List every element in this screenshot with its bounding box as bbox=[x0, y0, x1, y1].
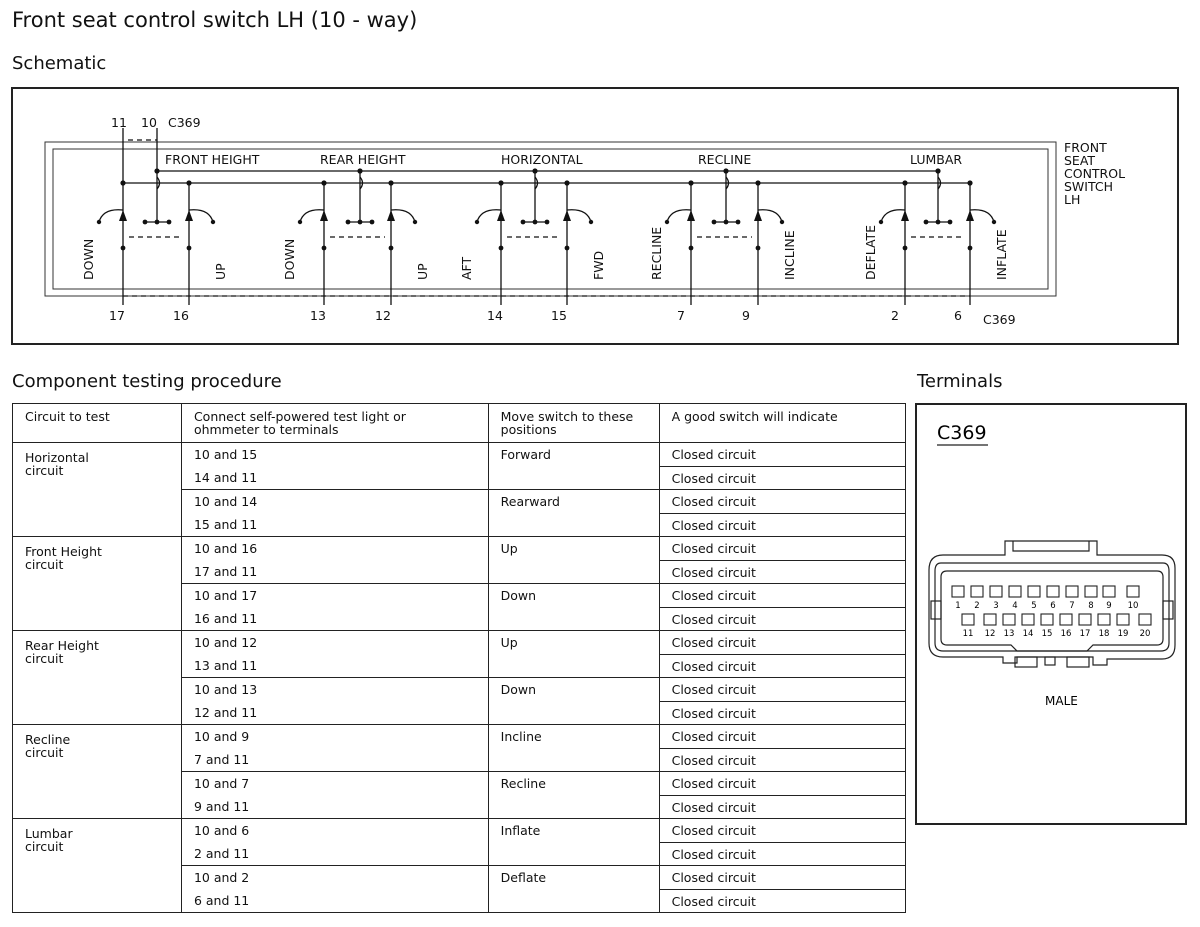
pin-label: 8 bbox=[1088, 601, 1094, 611]
switch-position: Deflate bbox=[488, 866, 659, 913]
pin-cell bbox=[1127, 586, 1139, 597]
switch-position: Rearward bbox=[488, 490, 659, 537]
table-row bbox=[13, 443, 906, 467]
terminal-pair: 2 and 11 bbox=[181, 842, 488, 866]
component-label-line: FRONT bbox=[1064, 140, 1107, 155]
pin-label: 18 bbox=[1098, 629, 1110, 639]
schematic-heading: Schematic bbox=[12, 53, 107, 74]
pin-label: 3 bbox=[993, 601, 999, 611]
pin-number-left: 2 bbox=[891, 308, 899, 323]
component-label-line: CONTROL bbox=[1064, 166, 1126, 181]
terminal-pair: 16 and 11 bbox=[181, 607, 488, 631]
expected-result: Closed circuit bbox=[659, 560, 905, 584]
terminal-pair: 10 and 6 bbox=[181, 819, 488, 843]
col-header-terminals: Connect self-powered test light or ohmmeter to terminals bbox=[181, 404, 488, 443]
switch-section-recline bbox=[649, 152, 797, 323]
section-name: LUMBAR bbox=[910, 152, 963, 167]
procedure-heading: Component testing procedure bbox=[12, 371, 282, 392]
pin-number-right: 12 bbox=[375, 308, 391, 323]
expected-result: Closed circuit bbox=[659, 631, 905, 655]
pin-label: 2 bbox=[974, 601, 980, 611]
top-pin-10: 10 bbox=[141, 115, 157, 130]
switch-section-horizontal bbox=[459, 152, 606, 323]
pin-label: 11 bbox=[962, 629, 974, 639]
expected-result: Closed circuit bbox=[659, 889, 905, 913]
component-label-line: SEAT bbox=[1064, 153, 1096, 168]
switch-section-lumbar bbox=[863, 152, 1009, 323]
section-name: RECLINE bbox=[698, 152, 752, 167]
pin-number-left: 13 bbox=[310, 308, 326, 323]
expected-result: Closed circuit bbox=[659, 466, 905, 490]
pin-label: 10 bbox=[1127, 601, 1139, 611]
terminal-pair: 10 and 16 bbox=[181, 537, 488, 561]
pin-label: 4 bbox=[1012, 601, 1018, 611]
direction-label-left: RECLINE bbox=[649, 226, 664, 280]
pin-label: 14 bbox=[1022, 629, 1034, 639]
pin-cell bbox=[990, 586, 1002, 597]
pin-cell bbox=[1041, 614, 1053, 625]
pin-cell bbox=[1022, 614, 1034, 625]
switch-position: Recline bbox=[488, 772, 659, 819]
schematic-diagram bbox=[0, 0, 1200, 350]
pin-cell bbox=[1085, 586, 1097, 597]
direction-label-right: FWD bbox=[591, 250, 606, 280]
expected-result: Closed circuit bbox=[659, 537, 905, 561]
terminal-pair: 10 and 13 bbox=[181, 678, 488, 702]
pin-cell bbox=[1066, 586, 1078, 597]
switch-position: Forward bbox=[488, 443, 659, 490]
expected-result: Closed circuit bbox=[659, 748, 905, 772]
direction-label-right: INFLATE bbox=[994, 229, 1009, 280]
terminal-pair: 10 and 7 bbox=[181, 772, 488, 796]
col-header-positions: Move switch to these positions bbox=[488, 404, 659, 443]
pin-label: 6 bbox=[1050, 601, 1056, 611]
terminal-pair: 6 and 11 bbox=[181, 889, 488, 913]
switch-position: Incline bbox=[488, 725, 659, 772]
switch-section-rear-height bbox=[282, 152, 430, 323]
terminal-pair: 15 and 11 bbox=[181, 513, 488, 537]
expected-result: Closed circuit bbox=[659, 866, 905, 890]
terminals-panel bbox=[915, 403, 1187, 825]
pin-cell bbox=[1009, 586, 1021, 597]
switch-position: Down bbox=[488, 678, 659, 725]
terminal-pair: 12 and 11 bbox=[181, 701, 488, 725]
pin-label: 12 bbox=[984, 629, 996, 639]
pin-cell bbox=[1060, 614, 1072, 625]
direction-label-right: INCLINE bbox=[782, 230, 797, 280]
terminal-pair: 7 and 11 bbox=[181, 748, 488, 772]
terminal-pair: 10 and 15 bbox=[181, 443, 488, 467]
pin-cell bbox=[984, 614, 996, 625]
connector-diagram bbox=[917, 405, 1189, 827]
expected-result: Closed circuit bbox=[659, 443, 905, 467]
section-name: HORIZONTAL bbox=[501, 152, 583, 167]
circuit-name: Recline circuit bbox=[13, 725, 182, 819]
terminal-pair: 17 and 11 bbox=[181, 560, 488, 584]
pin-label: 17 bbox=[1079, 629, 1091, 639]
terminal-pair: 14 and 11 bbox=[181, 466, 488, 490]
expected-result: Closed circuit bbox=[659, 678, 905, 702]
pin-label: 13 bbox=[1003, 629, 1015, 639]
top-pin-11: 11 bbox=[111, 115, 127, 130]
procedure-table bbox=[12, 403, 906, 913]
pin-label: 19 bbox=[1117, 629, 1129, 639]
expected-result: Closed circuit bbox=[659, 654, 905, 678]
connector-label-bottom: C369 bbox=[983, 312, 1016, 327]
pin-label: 15 bbox=[1041, 629, 1053, 639]
terminal-pair: 10 and 2 bbox=[181, 866, 488, 890]
terminal-pair: 10 and 12 bbox=[181, 631, 488, 655]
table-row bbox=[13, 631, 906, 655]
section-name: REAR HEIGHT bbox=[320, 152, 406, 167]
pin-cell bbox=[1079, 614, 1091, 625]
expected-result: Closed circuit bbox=[659, 701, 905, 725]
pin-cell bbox=[1003, 614, 1015, 625]
pin-label: 1 bbox=[955, 601, 961, 611]
col-header-circuit: Circuit to test bbox=[13, 404, 182, 443]
expected-result: Closed circuit bbox=[659, 584, 905, 608]
pin-label: 9 bbox=[1106, 601, 1112, 611]
direction-label-right: UP bbox=[415, 263, 430, 280]
switch-position: Inflate bbox=[488, 819, 659, 866]
page-title: Front seat control switch LH (10 - way) bbox=[12, 8, 418, 32]
pin-number-left: 17 bbox=[109, 308, 125, 323]
circuit-name: Rear Height circuit bbox=[13, 631, 182, 725]
direction-label-left: DOWN bbox=[81, 238, 96, 280]
switch-outline-inner bbox=[53, 149, 1048, 289]
connector-gender: MALE bbox=[1045, 694, 1078, 708]
pin-label: 5 bbox=[1031, 601, 1037, 611]
pin-cell bbox=[1117, 614, 1129, 625]
expected-result: Closed circuit bbox=[659, 725, 905, 749]
direction-label-left: DEFLATE bbox=[863, 224, 878, 280]
pin-cell bbox=[1098, 614, 1110, 625]
connector-id: C369 bbox=[937, 422, 987, 444]
circuit-name: Horizontal circuit bbox=[13, 443, 182, 537]
terminal-pair: 10 and 14 bbox=[181, 490, 488, 514]
expected-result: Closed circuit bbox=[659, 513, 905, 537]
component-label-line: LH bbox=[1064, 192, 1081, 207]
pin-cell bbox=[1103, 586, 1115, 597]
direction-label-left: AFT bbox=[459, 256, 474, 280]
pin-cell bbox=[971, 586, 983, 597]
component-label-line: SWITCH bbox=[1064, 179, 1114, 194]
switch-section-front-height bbox=[81, 152, 260, 323]
circuit-name: Front Height circuit bbox=[13, 537, 182, 631]
pin-number-right: 16 bbox=[173, 308, 189, 323]
switch-position: Up bbox=[488, 631, 659, 678]
circuit-name: Lumbar circuit bbox=[13, 819, 182, 913]
pin-cell bbox=[1139, 614, 1151, 625]
pin-cell bbox=[952, 586, 964, 597]
expected-result: Closed circuit bbox=[659, 842, 905, 866]
expected-result: Closed circuit bbox=[659, 490, 905, 514]
switch-position: Down bbox=[488, 584, 659, 631]
connector-label-top: C369 bbox=[168, 115, 201, 130]
pin-number-left: 7 bbox=[677, 308, 685, 323]
pin-label: 16 bbox=[1060, 629, 1072, 639]
table-row bbox=[13, 819, 906, 843]
pin-number-left: 14 bbox=[487, 308, 503, 323]
terminal-pair: 13 and 11 bbox=[181, 654, 488, 678]
table-row bbox=[13, 537, 906, 561]
pin-cell bbox=[1047, 586, 1059, 597]
terminals-heading: Terminals bbox=[917, 371, 1003, 392]
direction-label-right: UP bbox=[213, 263, 228, 280]
col-header-indication: A good switch will indicate bbox=[659, 404, 905, 443]
section-name: FRONT HEIGHT bbox=[165, 152, 260, 167]
expected-result: Closed circuit bbox=[659, 772, 905, 796]
pin-cell bbox=[962, 614, 974, 625]
terminal-pair: 10 and 9 bbox=[181, 725, 488, 749]
table-row bbox=[13, 725, 906, 749]
pin-number-right: 15 bbox=[551, 308, 567, 323]
terminal-pair: 10 and 17 bbox=[181, 584, 488, 608]
expected-result: Closed circuit bbox=[659, 819, 905, 843]
expected-result: Closed circuit bbox=[659, 607, 905, 631]
switch-position: Up bbox=[488, 537, 659, 584]
pin-cell bbox=[1028, 586, 1040, 597]
direction-label-left: DOWN bbox=[282, 238, 297, 280]
pin-number-right: 6 bbox=[954, 308, 962, 323]
pin-number-right: 9 bbox=[742, 308, 750, 323]
expected-result: Closed circuit bbox=[659, 795, 905, 819]
pin-label: 20 bbox=[1139, 629, 1151, 639]
pin-label: 7 bbox=[1069, 601, 1075, 611]
terminal-pair: 9 and 11 bbox=[181, 795, 488, 819]
